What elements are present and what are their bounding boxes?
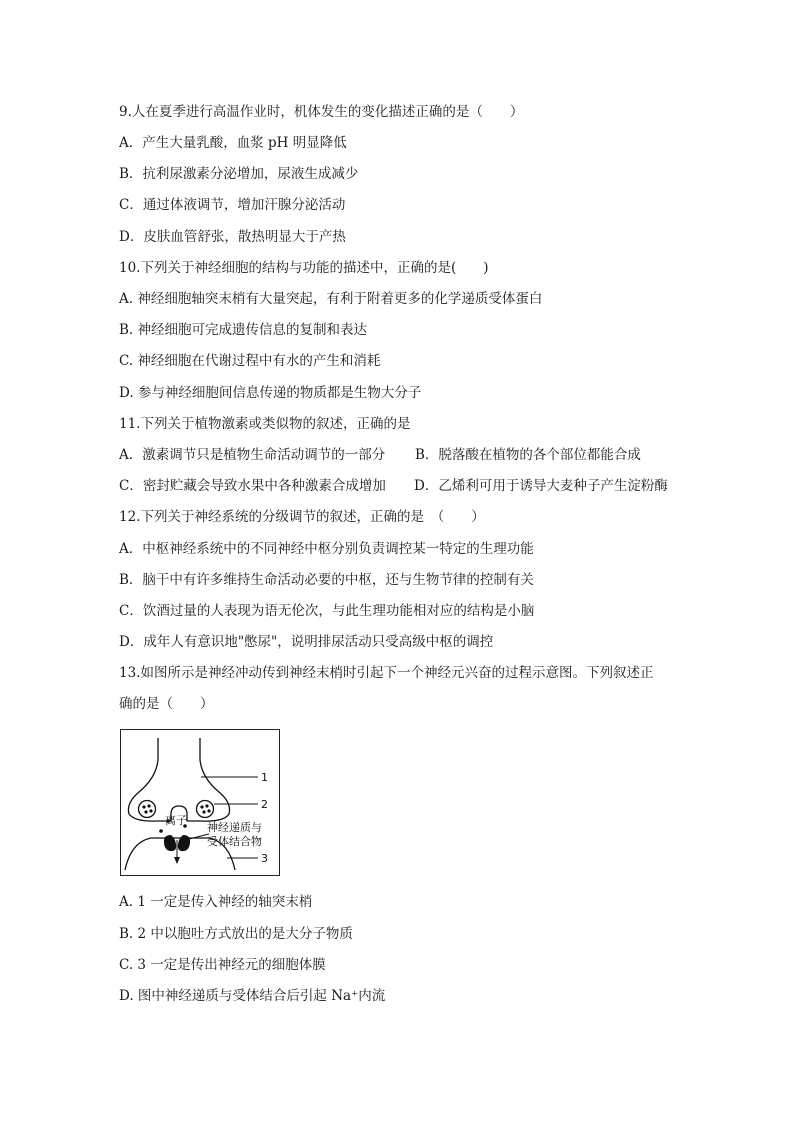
q11-option-d: D．乙烯利可用于诱导大麦种子产生淀粉酶 [414, 478, 668, 494]
complex-label-line2: 受体结合物 [207, 835, 262, 848]
ion-label: 离子 [165, 814, 187, 827]
vesicle-right [197, 801, 214, 818]
label-2: 2 [261, 798, 268, 811]
q10-option-b: B. 神经细胞可完成遗传信息的复制和表达 [119, 322, 368, 338]
q11-stem: 11.下列关于植物激素或类似物的叙述，正确的是 [119, 416, 411, 432]
q9-stem: 9.人在夏季进行高温作业时，机体发生的变化描述正确的是（ ） [119, 104, 524, 120]
q11-option-a: A．激素调节只是植物生命活动调节的一部分 [119, 447, 386, 463]
synapse-diagram-svg [121, 730, 281, 877]
vesicle-left [139, 801, 156, 818]
q12-stem: 12.下列关于神经系统的分级调节的叙述，正确的是 （ ） [119, 509, 485, 525]
synapse-diagram [120, 729, 280, 876]
q13-option-c: C. 3 一定是传出神经元的细胞体膜 [119, 957, 326, 973]
q10-option-c: C. 神经细胞在代谢过程中有水的产生和消耗 [119, 353, 381, 369]
q10-stem: 10.下列关于神经细胞的结构与功能的描述中，正确的是( ) [119, 260, 489, 276]
q13-option-a: A. 1 一定是传入神经的轴突末梢 [119, 894, 313, 910]
q13-option-d: D. 图中神经递质与受体结合后引起 Na⁺内流 [119, 988, 386, 1004]
q12-option-d: D．成年人有意识地"憋尿"，说明排尿活动只受高级中枢的调控 [119, 634, 494, 650]
q10-option-a: A. 神经细胞轴突末梢有大量突起，有利于附着更多的化学递质受体蛋白 [119, 291, 543, 307]
complex-label-line1: 神经递质与 [207, 821, 262, 834]
q13-stem-line2: 确的是（ ） [119, 696, 214, 712]
q9-option-a: A．产生大量乳酸，血浆 pH 明显降低 [119, 135, 347, 151]
q10-option-d: D. 参与神经细胞间信息传递的物质都是生物大分子 [119, 385, 422, 401]
label-3: 3 [261, 852, 268, 865]
q13-option-b: B. 2 中以胞吐方式放出的是大分子物质 [119, 926, 353, 942]
q9-option-d: D．皮肤血管舒张，散热明显大于产热 [119, 229, 346, 245]
q12-option-c: C．饮酒过量的人表现为语无伦次，与此生理功能相对应的结构是小脑 [119, 603, 535, 619]
q9-option-c: C．通过体液调节，增加汗腺分泌活动 [119, 197, 346, 213]
label-1: 1 [261, 771, 268, 784]
q9-option-b: B．抗利尿激素分泌增加，尿液生成减少 [119, 166, 359, 182]
q12-option-b: B．脑干中有许多维持生命活动必要的中枢，还与生物节律的控制有关 [119, 572, 534, 588]
q11-option-b: B．脱落酸在植物的各个部位都能合成 [415, 447, 641, 463]
q13-stem-line1: 13.如图所示是神经冲动传到神经末梢时引起下一个神经元兴奋的过程示意图。下列叙述正 [119, 665, 654, 681]
q12-option-a: A．中枢神经系统中的不同神经中枢分别负责调控某一特定的生理功能 [119, 541, 534, 557]
q11-option-c: C．密封贮藏会导致水果中各种激素合成增加 [119, 478, 386, 494]
